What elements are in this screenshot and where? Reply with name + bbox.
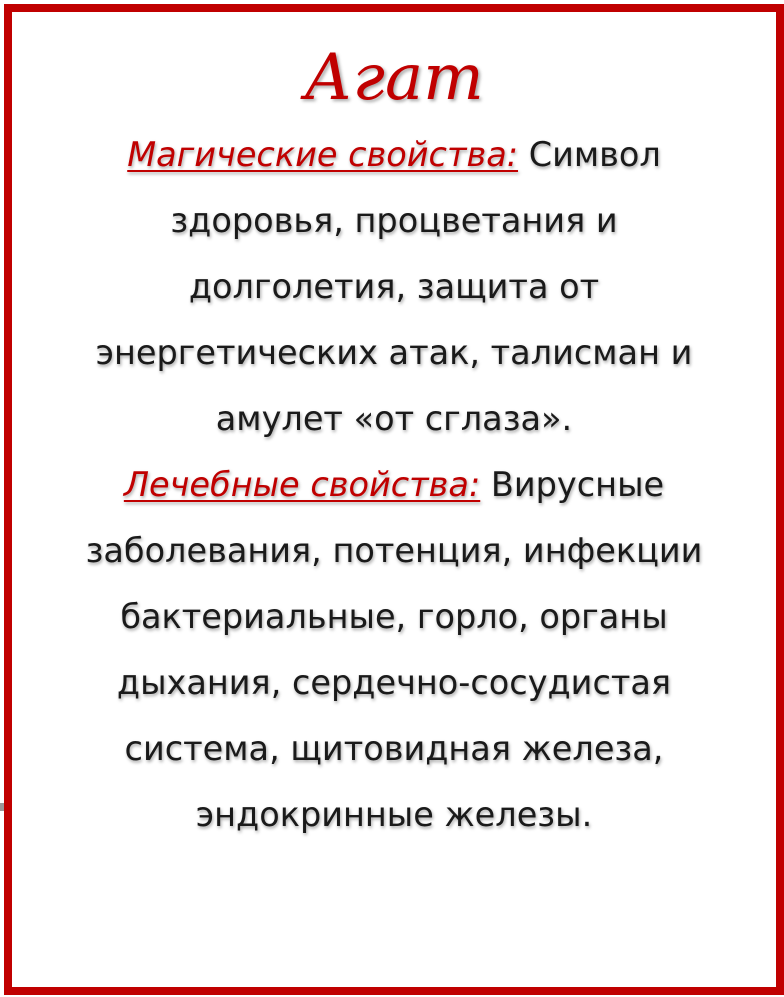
healing-text-line: бактериальные, горло, органы	[120, 597, 668, 636]
healing-properties-paragraph	[12, 452, 776, 848]
healing-text-line: заболевания, потенция, инфекции	[85, 531, 703, 570]
magic-text-line: здоровья, процветания и	[170, 201, 618, 240]
magic-properties-label: Магические свойства:	[127, 135, 519, 174]
healing-first-line	[22, 452, 766, 518]
card-frame	[4, 4, 784, 995]
magic-first-line	[22, 122, 766, 188]
healing-text-line: система, щитовидная железа,	[124, 729, 664, 768]
magic-text-line: долголетия, защита от	[188, 267, 600, 306]
magic-text-line: амулет «от сглаза».	[215, 399, 573, 438]
magic-properties-paragraph	[12, 122, 776, 452]
card-content	[12, 12, 776, 848]
healing-text-line: Вирусные	[490, 465, 665, 504]
magic-text-line: Символ	[528, 135, 661, 174]
healing-properties-label: Лечебные свойства:	[123, 465, 481, 504]
magic-text-line: энергетических атак, талисман и	[95, 333, 693, 372]
healing-text-line: дыхания, сердечно-сосудистая	[116, 663, 672, 702]
page-title: Агат	[304, 41, 484, 115]
healing-text-line: эндокринные железы.	[195, 795, 593, 834]
